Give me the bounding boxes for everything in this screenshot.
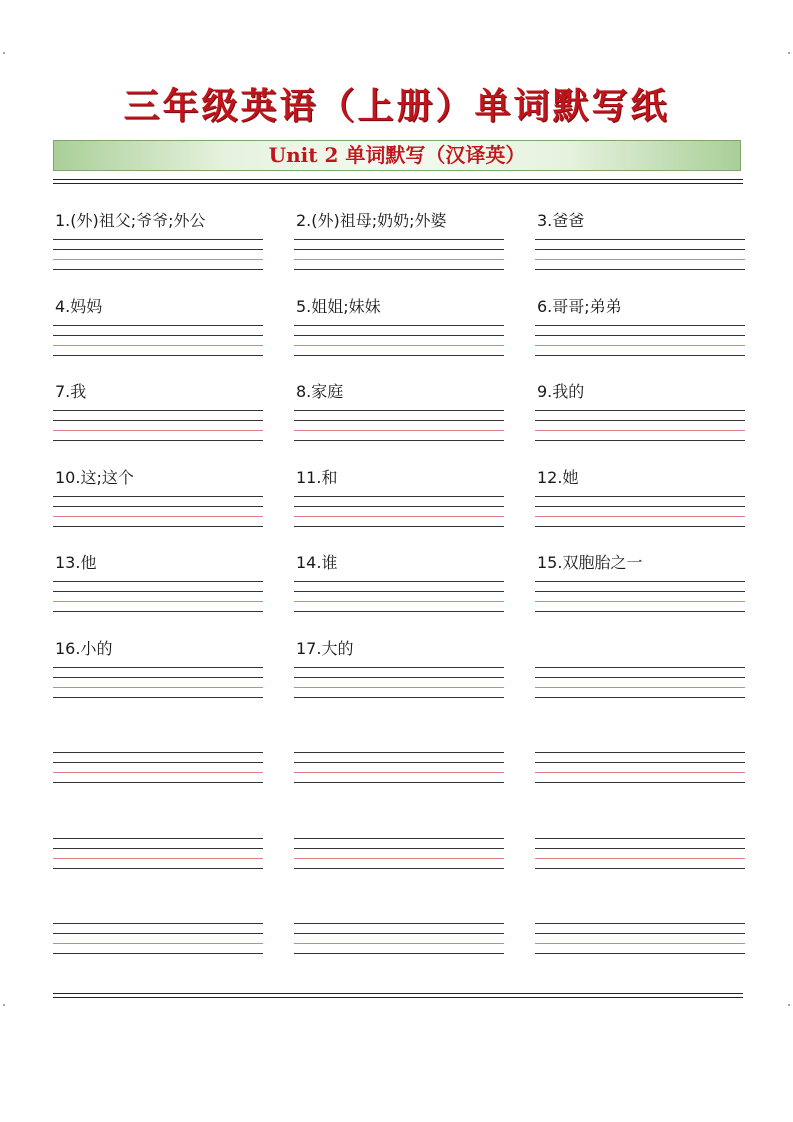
word-item (53, 550, 263, 636)
top-double-rule (53, 179, 743, 184)
corner-dot (788, 1004, 790, 1006)
writing-line[interactable] (535, 506, 745, 507)
writing-line[interactable] (294, 601, 504, 602)
word-item (294, 379, 504, 465)
writing-line[interactable] (294, 848, 504, 849)
word-prompt: 8.家庭 (296, 382, 344, 401)
writing-line[interactable] (535, 782, 745, 783)
writing-line[interactable] (53, 677, 263, 678)
writing-line[interactable] (294, 611, 504, 612)
word-prompt: 16.小的 (55, 638, 113, 658)
writing-line[interactable] (294, 345, 504, 346)
writing-line[interactable] (294, 526, 504, 527)
writing-line[interactable] (53, 838, 263, 839)
writing-line[interactable] (294, 506, 504, 507)
writing-line[interactable] (535, 269, 745, 270)
writing-line[interactable] (53, 923, 263, 924)
writing-line[interactable] (294, 667, 504, 668)
writing-line[interactable] (535, 868, 745, 869)
writing-line[interactable] (535, 772, 745, 773)
word-prompt: 3.爸爸 (537, 211, 585, 230)
word-item (53, 721, 263, 807)
writing-line[interactable] (535, 943, 745, 944)
writing-line[interactable] (535, 611, 745, 612)
word-item (294, 892, 504, 978)
writing-line[interactable] (535, 591, 745, 592)
writing-line[interactable] (294, 420, 504, 421)
writing-line[interactable] (53, 601, 263, 602)
word-prompt: 7.我 (55, 382, 87, 401)
writing-line[interactable] (294, 752, 504, 753)
writing-line[interactable] (294, 677, 504, 678)
writing-line[interactable] (53, 868, 263, 869)
word-item (294, 721, 504, 807)
corner-dot (3, 1004, 5, 1006)
writing-line[interactable] (294, 858, 504, 859)
writing-line[interactable] (53, 516, 263, 517)
word-item (53, 636, 263, 722)
writing-line[interactable] (535, 953, 745, 954)
writing-line[interactable] (535, 858, 745, 859)
writing-line[interactable] (535, 838, 745, 839)
writing-line[interactable] (53, 591, 263, 592)
writing-line[interactable] (535, 440, 745, 441)
writing-line[interactable] (294, 687, 504, 688)
writing-line[interactable] (294, 838, 504, 839)
writing-line[interactable] (53, 440, 263, 441)
word-item (53, 892, 263, 978)
word-item (294, 294, 504, 380)
writing-line[interactable] (53, 953, 263, 954)
word-prompt: 15.双胞胎之一 (537, 553, 643, 572)
writing-line[interactable] (294, 259, 504, 260)
writing-line[interactable] (53, 410, 263, 411)
writing-line[interactable] (294, 325, 504, 326)
word-item (53, 294, 263, 380)
writing-line[interactable] (535, 677, 745, 678)
writing-line[interactable] (294, 355, 504, 356)
word-item (294, 550, 504, 636)
writing-line[interactable] (535, 848, 745, 849)
word-item (535, 636, 745, 722)
word-item (294, 465, 504, 551)
writing-line[interactable] (53, 581, 263, 582)
writing-line[interactable] (535, 496, 745, 497)
writing-line[interactable] (53, 239, 263, 240)
writing-line[interactable] (535, 259, 745, 260)
word-prompt: 13.他 (55, 553, 97, 572)
writing-line[interactable] (535, 420, 745, 421)
writing-line[interactable] (294, 496, 504, 497)
writing-line[interactable] (53, 506, 263, 507)
writing-line[interactable] (535, 687, 745, 688)
writing-line[interactable] (535, 923, 745, 924)
writing-line[interactable] (294, 933, 504, 934)
writing-line[interactable] (294, 953, 504, 954)
writing-line[interactable] (53, 611, 263, 612)
writing-line[interactable] (535, 335, 745, 336)
word-item (294, 807, 504, 893)
writing-line[interactable] (535, 249, 745, 250)
word-prompt: 10.这;这个 (55, 467, 134, 487)
writing-line[interactable] (535, 345, 745, 346)
writing-line[interactable] (294, 782, 504, 783)
writing-line[interactable] (53, 772, 263, 773)
word-item (294, 208, 504, 294)
writing-line[interactable] (53, 325, 263, 326)
writing-line[interactable] (53, 420, 263, 421)
writing-line[interactable] (53, 697, 263, 698)
word-item (535, 379, 745, 465)
writing-line[interactable] (535, 516, 745, 517)
writing-line[interactable] (53, 345, 263, 346)
writing-line[interactable] (294, 430, 504, 431)
word-prompt: 2.(外)祖母;奶奶;外婆 (296, 211, 447, 230)
writing-line[interactable] (294, 335, 504, 336)
writing-line[interactable] (294, 697, 504, 698)
writing-line[interactable] (535, 601, 745, 602)
bottom-double-rule (53, 993, 743, 998)
writing-line[interactable] (535, 752, 745, 753)
writing-line[interactable] (294, 239, 504, 240)
writing-line[interactable] (53, 496, 263, 497)
writing-line[interactable] (294, 772, 504, 773)
writing-line[interactable] (294, 762, 504, 763)
writing-line[interactable] (535, 355, 745, 356)
word-prompt: 5.姐姐;妹妹 (296, 296, 381, 316)
word-item (294, 636, 504, 722)
writing-line[interactable] (294, 923, 504, 924)
word-item (535, 550, 745, 636)
corner-dot (3, 52, 5, 54)
word-prompt: 1.(外)祖父;爷爷;外公 (55, 211, 206, 230)
word-item (535, 721, 745, 807)
writing-line[interactable] (294, 249, 504, 250)
writing-line[interactable] (53, 752, 263, 753)
writing-line[interactable] (535, 526, 745, 527)
writing-line[interactable] (53, 249, 263, 250)
writing-line[interactable] (53, 667, 263, 668)
unit-banner: Unit 2 单词默写（汉译英） (53, 140, 741, 171)
writing-line[interactable] (53, 687, 263, 688)
writing-line[interactable] (53, 430, 263, 431)
writing-line[interactable] (53, 269, 263, 270)
writing-line[interactable] (294, 516, 504, 517)
writing-line[interactable] (53, 848, 263, 849)
word-item (535, 807, 745, 893)
word-prompt: 12.她 (537, 467, 579, 487)
writing-line[interactable] (294, 581, 504, 582)
word-item (53, 379, 263, 465)
writing-line[interactable] (53, 933, 263, 934)
writing-line[interactable] (294, 943, 504, 944)
writing-line[interactable] (535, 430, 745, 431)
writing-line[interactable] (53, 526, 263, 527)
word-item (535, 294, 745, 380)
word-item (53, 465, 263, 551)
writing-line[interactable] (535, 410, 745, 411)
writing-line[interactable] (535, 581, 745, 582)
writing-line[interactable] (53, 259, 263, 260)
word-prompt: 11.和 (296, 467, 338, 487)
word-prompt: 6.哥哥;弟弟 (537, 296, 622, 316)
writing-line[interactable] (535, 762, 745, 763)
page-title: 三年级英语（上册）单词默写纸 (123, 85, 670, 127)
writing-line[interactable] (535, 933, 745, 934)
writing-line[interactable] (294, 410, 504, 411)
writing-line[interactable] (53, 762, 263, 763)
writing-line[interactable] (294, 868, 504, 869)
word-item (535, 892, 745, 978)
writing-line[interactable] (53, 355, 263, 356)
word-item (53, 807, 263, 893)
word-prompt: 17.大的 (296, 638, 354, 658)
writing-line[interactable] (294, 269, 504, 270)
writing-line[interactable] (53, 858, 263, 859)
word-item (535, 465, 745, 551)
writing-line[interactable] (294, 591, 504, 592)
word-prompt: 9.我的 (537, 382, 585, 401)
word-prompt: 4.妈妈 (55, 296, 103, 316)
writing-line[interactable] (535, 697, 745, 698)
word-item (53, 208, 263, 294)
word-item (535, 208, 745, 294)
writing-line[interactable] (535, 239, 745, 240)
word-prompt: 14.谁 (296, 553, 338, 572)
writing-line[interactable] (53, 943, 263, 944)
writing-line[interactable] (535, 325, 745, 326)
writing-line[interactable] (294, 440, 504, 441)
writing-line[interactable] (53, 335, 263, 336)
writing-line[interactable] (53, 782, 263, 783)
writing-line[interactable] (535, 667, 745, 668)
corner-dot (788, 52, 790, 54)
